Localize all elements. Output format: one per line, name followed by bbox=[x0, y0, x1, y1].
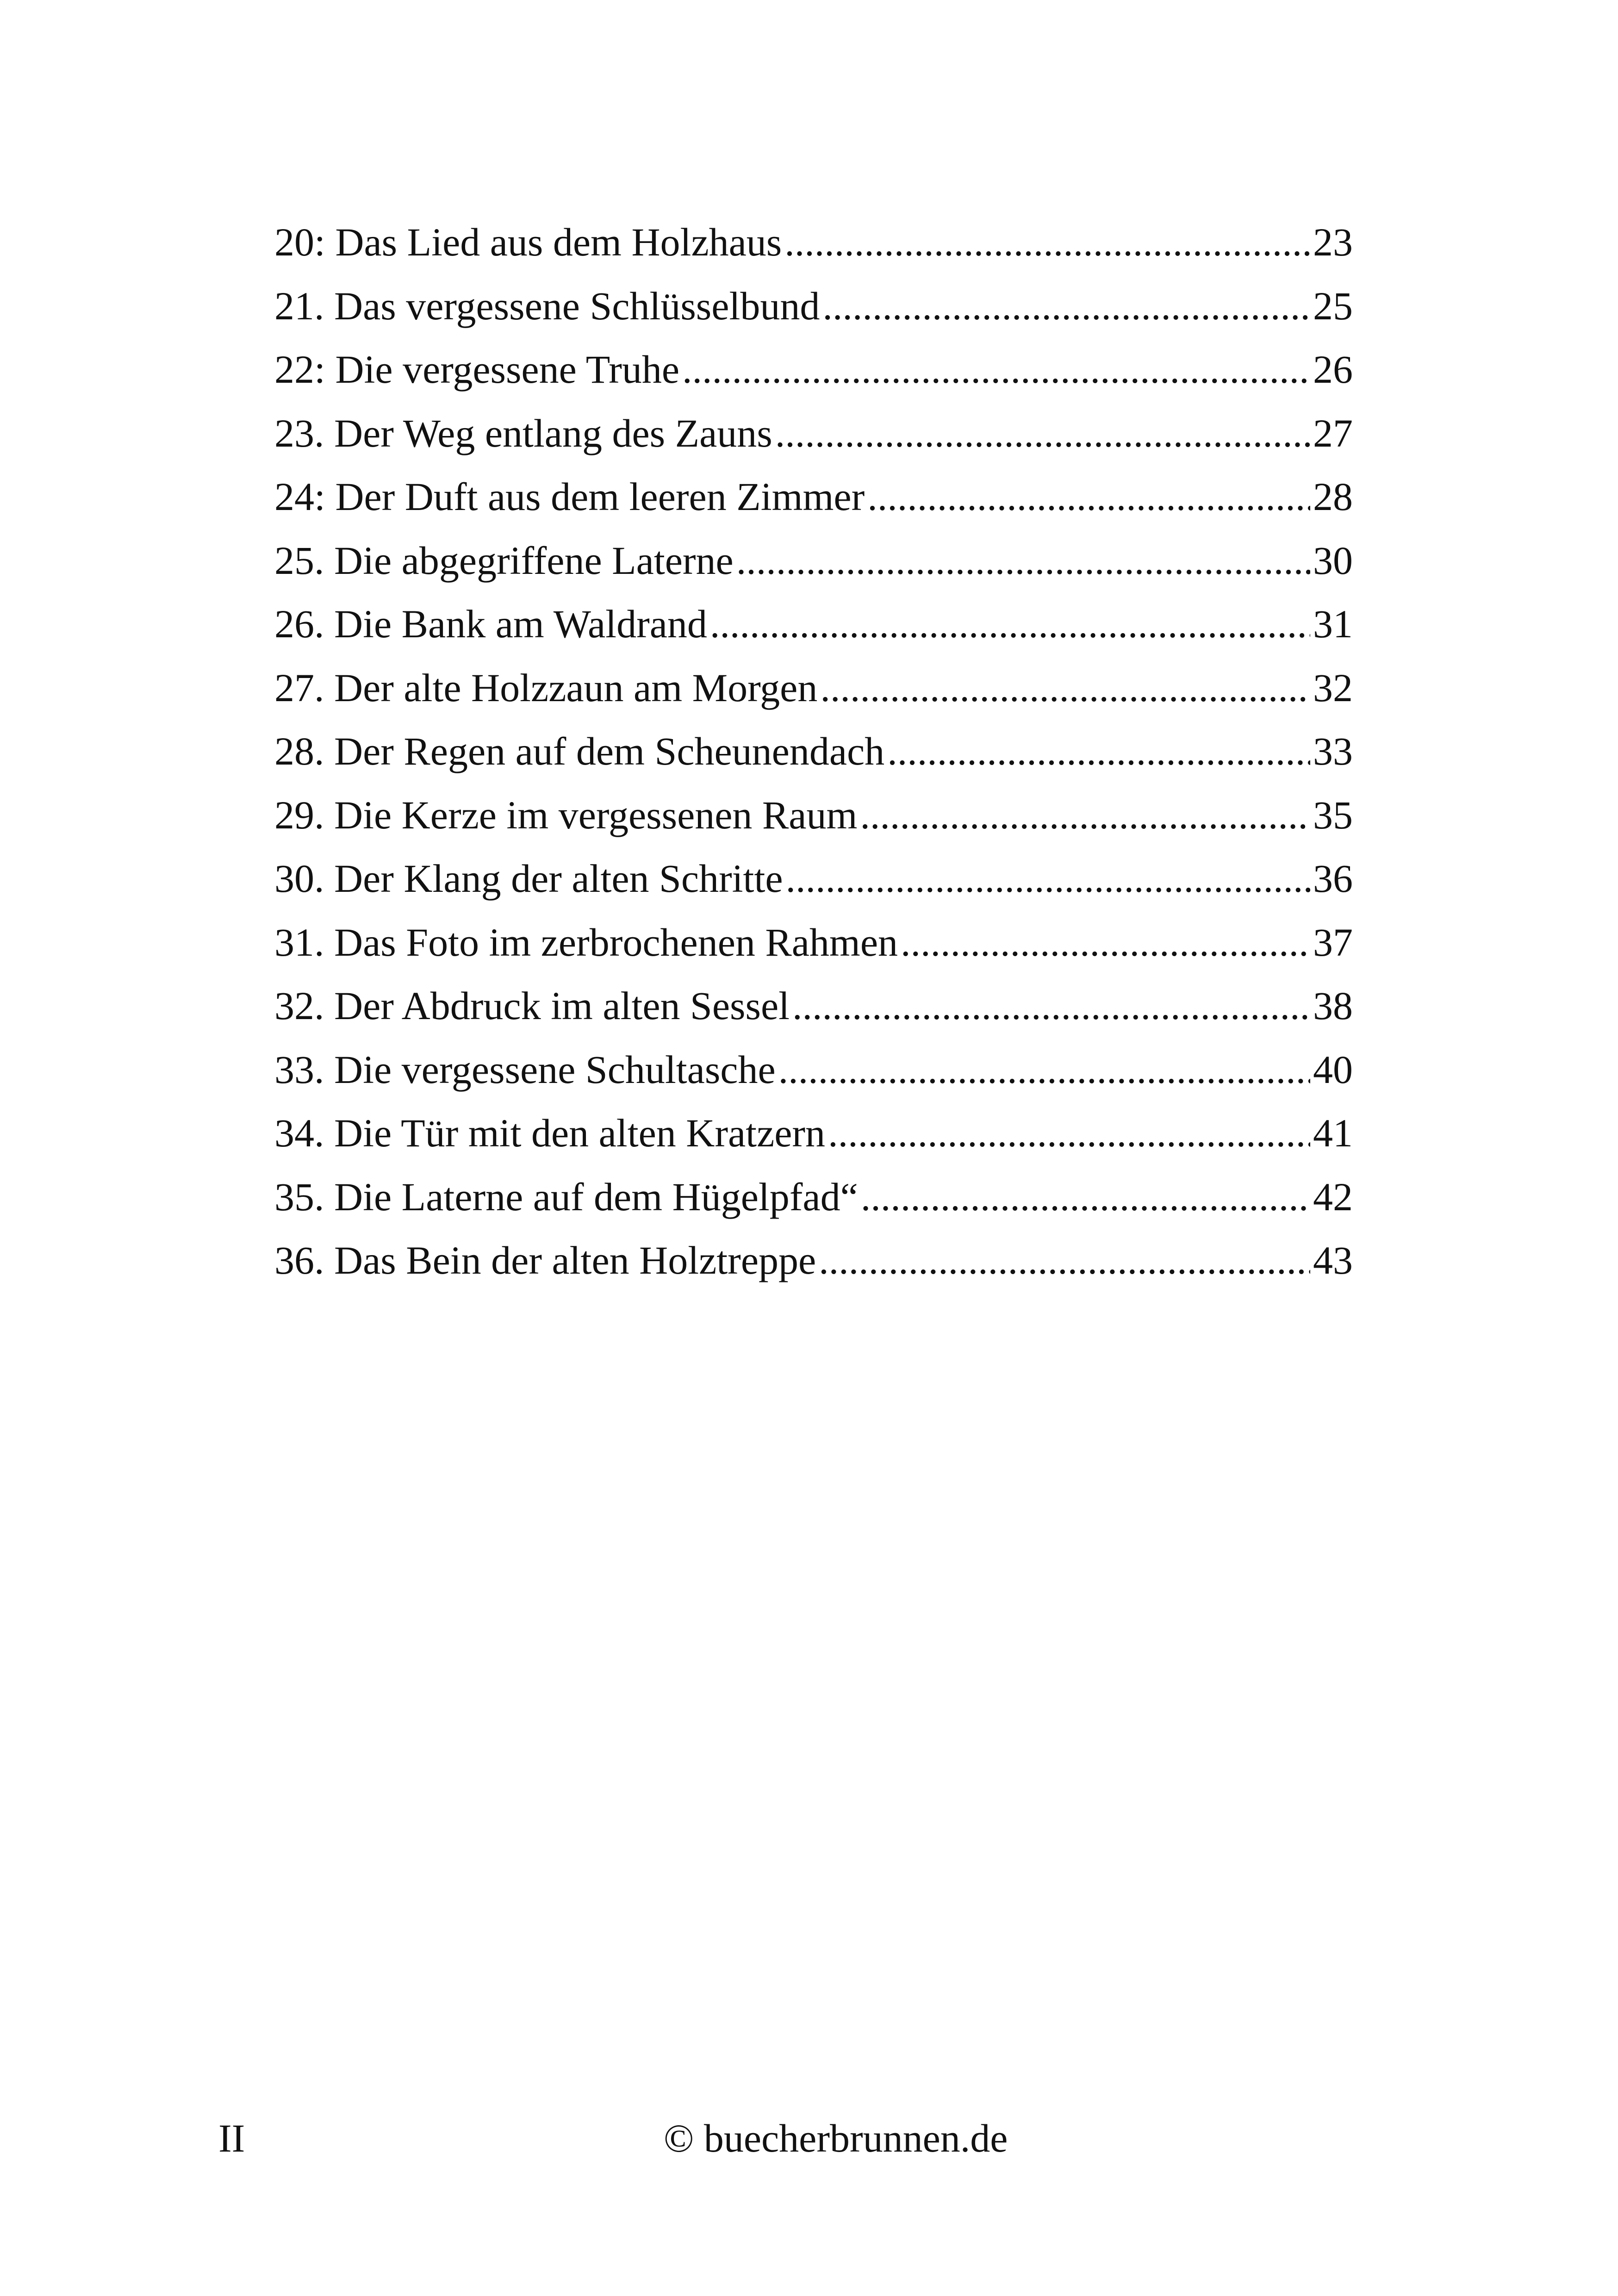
toc-dot-leader bbox=[786, 847, 1310, 911]
toc-entry-title: 30. Der Klang der alten Schritte bbox=[274, 856, 783, 901]
toc-entry-title: 32. Der Abdruck im alten Sessel bbox=[274, 983, 790, 1028]
toc-entry-title: 28. Der Regen auf dem Scheunendach bbox=[274, 729, 885, 773]
toc-entry-title: 29. Die Kerze im vergessenen Raum bbox=[274, 792, 858, 837]
toc-entry-title: 33. Die vergessene Schultasche bbox=[274, 1047, 776, 1092]
toc-entry-page: 31 bbox=[1313, 602, 1353, 646]
toc-entry bbox=[274, 402, 1353, 466]
toc-entry-title: 22: Die vergessene Truhe bbox=[274, 347, 680, 392]
table-of-contents bbox=[274, 211, 1353, 1293]
toc-entry-title: 25. Die abgegriffene Laterne bbox=[274, 538, 734, 583]
toc-entry-page: 37 bbox=[1313, 920, 1353, 964]
toc-entry-title: 34. Die Tür mit den alten Kratzern bbox=[274, 1111, 826, 1155]
toc-entry bbox=[274, 1165, 1353, 1229]
toc-dot-leader bbox=[828, 1101, 1310, 1165]
toc-entry-page: 26 bbox=[1313, 347, 1353, 392]
toc-dot-leader bbox=[792, 974, 1310, 1038]
toc-entry-page: 27 bbox=[1313, 411, 1353, 455]
toc-entry-page: 23 bbox=[1313, 220, 1353, 264]
toc-entry-page: 28 bbox=[1313, 474, 1353, 519]
toc-entry-page: 38 bbox=[1313, 983, 1353, 1028]
toc-entry-title: 36. Das Bein der alten Holztreppe bbox=[274, 1238, 816, 1282]
toc-entry bbox=[274, 847, 1353, 911]
toc-entry bbox=[274, 1101, 1353, 1165]
toc-dot-leader bbox=[784, 211, 1310, 274]
page-number: II bbox=[218, 2116, 245, 2160]
toc-dot-leader bbox=[861, 1165, 1310, 1229]
toc-entry-page: 30 bbox=[1313, 538, 1353, 583]
toc-entry-title: 26. Die Bank am Waldrand bbox=[274, 602, 707, 646]
toc-entry bbox=[274, 1229, 1353, 1293]
toc-entry-title: 27. Der alte Holzzaun am Morgen bbox=[274, 665, 818, 710]
toc-entry bbox=[274, 338, 1353, 402]
copyright-notice: © buecherbrunnen.de bbox=[664, 2116, 1008, 2160]
toc-entry-title: 20: Das Lied aus dem Holzhaus bbox=[274, 220, 782, 264]
toc-entry bbox=[274, 784, 1353, 847]
toc-entry bbox=[274, 592, 1353, 656]
toc-entry bbox=[274, 911, 1353, 975]
toc-entry-page: 33 bbox=[1313, 729, 1353, 773]
toc-entry-page: 25 bbox=[1313, 283, 1353, 328]
toc-entry bbox=[274, 720, 1353, 784]
toc-entry-title: 21. Das vergessene Schlüsselbund bbox=[274, 283, 820, 328]
toc-entry bbox=[274, 974, 1353, 1038]
toc-dot-leader bbox=[710, 592, 1310, 656]
toc-entry bbox=[274, 1038, 1353, 1102]
toc-entry-page: 36 bbox=[1313, 856, 1353, 901]
toc-dot-leader bbox=[736, 529, 1310, 593]
toc-entry bbox=[274, 656, 1353, 720]
toc-entry bbox=[274, 211, 1353, 274]
toc-entry bbox=[274, 465, 1353, 529]
toc-entry-title: 35. Die Laterne auf dem Hügelpfad“ bbox=[274, 1174, 858, 1219]
toc-entry bbox=[274, 274, 1353, 338]
toc-dot-leader bbox=[901, 911, 1310, 975]
toc-entry-page: 32 bbox=[1313, 665, 1353, 710]
toc-entry-page: 41 bbox=[1313, 1111, 1353, 1155]
toc-dot-leader bbox=[822, 274, 1310, 338]
toc-dot-leader bbox=[887, 720, 1310, 784]
toc-dot-leader bbox=[867, 465, 1310, 529]
toc-dot-leader bbox=[820, 656, 1310, 720]
toc-dot-leader bbox=[775, 402, 1310, 466]
toc-entry-page: 42 bbox=[1313, 1174, 1353, 1219]
toc-entry-page: 35 bbox=[1313, 792, 1353, 837]
toc-entry-title: 31. Das Foto im zerbrochenen Rahmen bbox=[274, 920, 898, 964]
toc-entry bbox=[274, 529, 1353, 593]
toc-entry-page: 43 bbox=[1313, 1238, 1353, 1282]
toc-entry-title: 23. Der Weg entlang des Zauns bbox=[274, 411, 772, 455]
toc-dot-leader bbox=[860, 784, 1310, 847]
toc-dot-leader bbox=[682, 338, 1310, 402]
toc-entry-title: 24: Der Duft aus dem leeren Zimmer bbox=[274, 474, 865, 519]
toc-dot-leader bbox=[778, 1038, 1310, 1102]
toc-dot-leader bbox=[819, 1229, 1310, 1293]
toc-entry-page: 40 bbox=[1313, 1047, 1353, 1092]
